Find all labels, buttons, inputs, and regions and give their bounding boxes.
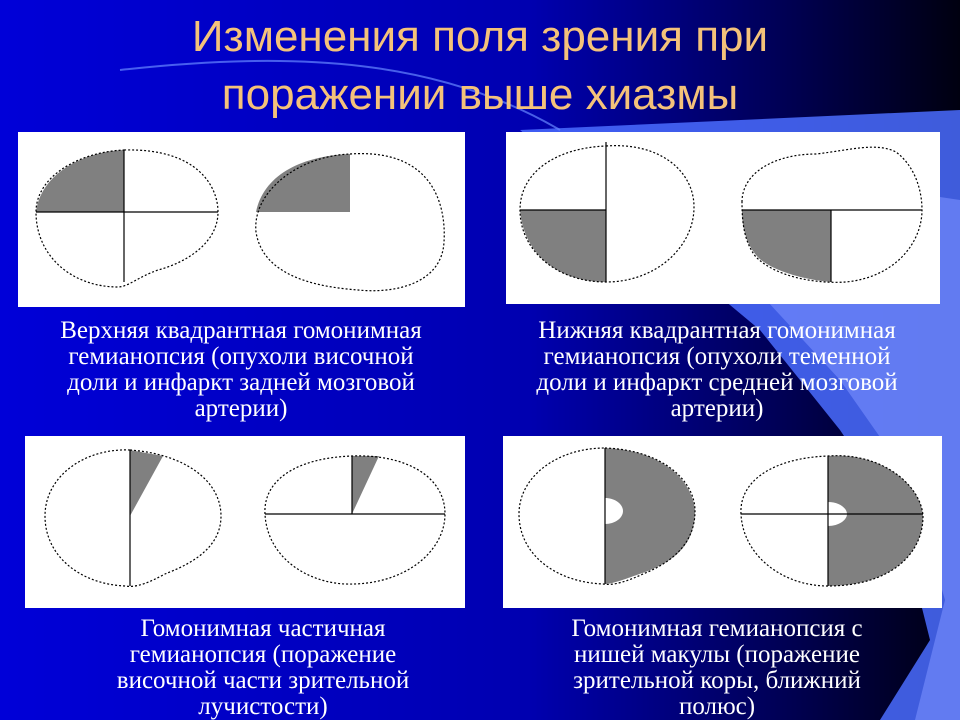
right-eye-field-defect xyxy=(352,456,379,514)
caption-line: нишей макулы (поражение xyxy=(574,641,860,668)
caption-line: височной части зрительной xyxy=(116,667,410,694)
left-eye-field-defect xyxy=(130,450,163,516)
caption-line: гемианопсия (опухоли теменной xyxy=(543,343,891,370)
caption-macular-sparing xyxy=(480,616,954,720)
caption-line: Гомонимная частичная xyxy=(140,615,386,642)
visual-field-panel-macular-sparing xyxy=(503,436,942,608)
caption-line: Нижняя квадрантная гомонимная xyxy=(538,317,896,344)
caption-line: полюс) xyxy=(678,693,756,720)
caption-lower-quadrant xyxy=(480,318,954,422)
visual-field-panel-upper-quadrant xyxy=(18,132,465,307)
visual-field-panel-lower-quadrant xyxy=(506,132,940,304)
caption-line: доли и инфаркт средней мозговой xyxy=(536,369,898,396)
right-eye-field-defect xyxy=(828,456,923,586)
title-line-1: Изменения поля зрения при xyxy=(191,12,769,61)
caption-line: артерии) xyxy=(194,395,288,422)
caption-line: доли и инфаркт задней мозговой xyxy=(67,369,415,396)
caption-line: лучистости) xyxy=(198,693,328,720)
right-eye-field-defect xyxy=(256,154,350,212)
caption-line: артерии) xyxy=(670,395,764,422)
caption-line: гемианопсия (опухоли височной xyxy=(68,343,414,370)
caption-line: зрительной коры, ближний xyxy=(573,667,861,694)
right-eye-field-defect xyxy=(742,210,831,282)
caption-partial-hemianopia xyxy=(26,616,500,720)
slide-title xyxy=(0,8,960,124)
title-line-2: поражении выше хиазмы xyxy=(221,70,739,119)
visual-field-panel-partial-hemianopia xyxy=(25,436,465,608)
left-eye-field-defect xyxy=(520,210,606,282)
caption-line: Верхняя квадрантная гомонимная xyxy=(60,317,422,344)
caption-line: гемианопсия (поражение xyxy=(129,641,397,668)
caption-upper-quadrant xyxy=(4,318,478,422)
caption-line: Гомонимная гемианопсия с xyxy=(571,615,863,642)
left-eye-field-defect xyxy=(605,448,695,584)
